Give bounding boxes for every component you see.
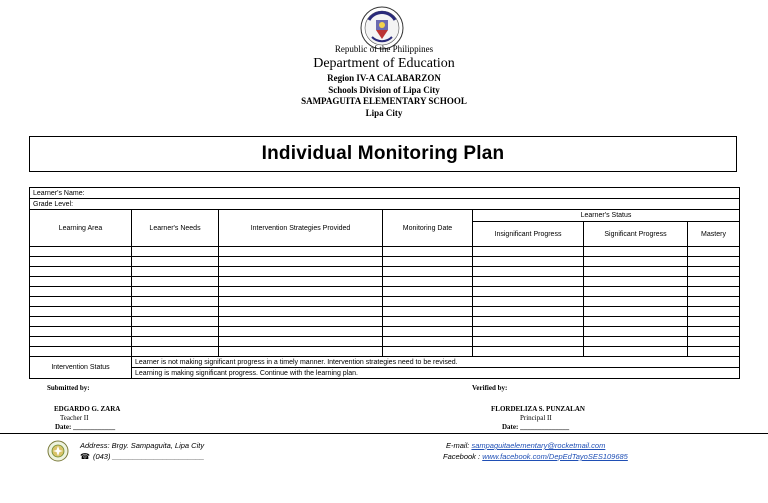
table-cell[interactable] — [688, 277, 740, 287]
teacher-title: Teacher II — [60, 414, 89, 422]
table-cell[interactable] — [219, 297, 383, 307]
footer-divider — [0, 433, 768, 434]
table-cell[interactable] — [383, 327, 473, 337]
table-cell[interactable] — [132, 347, 219, 357]
table-cell[interactable] — [473, 337, 584, 347]
table-cell[interactable] — [584, 247, 688, 257]
table-cell[interactable] — [473, 287, 584, 297]
table-cell[interactable] — [688, 267, 740, 277]
table-cell[interactable] — [30, 247, 132, 257]
table-cell[interactable] — [688, 307, 740, 317]
footer-phone-row — [80, 452, 204, 461]
table-cell[interactable] — [30, 337, 132, 347]
table-cell[interactable] — [584, 317, 688, 327]
table-cell[interactable] — [473, 247, 584, 257]
table-cell[interactable] — [219, 337, 383, 347]
table-cell[interactable] — [219, 307, 383, 317]
table-row — [30, 247, 740, 257]
table-cell[interactable] — [132, 327, 219, 337]
table-cell[interactable] — [383, 347, 473, 357]
table-cell[interactable] — [584, 277, 688, 287]
table-cell[interactable] — [383, 267, 473, 277]
table-cell[interactable] — [473, 327, 584, 337]
table-cell[interactable] — [132, 297, 219, 307]
table-cell[interactable] — [219, 267, 383, 277]
col-header-learners-needs: Learner's Needs — [132, 210, 219, 247]
table-cell[interactable] — [584, 347, 688, 357]
col-header-significant-progress: Significant Progress — [584, 222, 688, 247]
table-cell[interactable] — [584, 287, 688, 297]
table-row — [30, 297, 740, 307]
status-option-continue[interactable]: Learning is making significant progress. Continue with the learning plan. — [132, 368, 740, 379]
table-row — [30, 327, 740, 337]
table-cell[interactable] — [383, 247, 473, 257]
footer-facebook-row — [443, 452, 628, 461]
table-cell[interactable] — [688, 297, 740, 307]
table-cell[interactable] — [473, 347, 584, 357]
table-cell[interactable] — [688, 247, 740, 257]
table-cell[interactable] — [132, 247, 219, 257]
table-cell[interactable] — [584, 297, 688, 307]
phone-icon: ☎ — [80, 452, 90, 461]
table-cell[interactable] — [383, 287, 473, 297]
table-cell[interactable] — [30, 317, 132, 327]
republic-line: Republic of the Philippines — [334, 44, 434, 54]
table-cell[interactable] — [584, 337, 688, 347]
table-cell[interactable] — [584, 307, 688, 317]
table-cell[interactable] — [688, 327, 740, 337]
table-cell[interactable] — [383, 297, 473, 307]
col-header-insignificant-progress: Insignificant Progress — [473, 222, 584, 247]
col-header-learners-status: Learner's Status — [473, 210, 740, 222]
table-cell[interactable] — [30, 307, 132, 317]
division-line: Schools Division of Lipa City — [328, 85, 440, 95]
col-header-mastery: Mastery — [688, 222, 740, 247]
verified-by-label: Verified by: — [472, 384, 508, 392]
footer-phone: (043) ______________________ — [92, 452, 205, 461]
table-cell[interactable] — [219, 347, 383, 357]
region-line: Region IV-A CALABARZON — [327, 73, 441, 83]
table-cell[interactable] — [219, 317, 383, 327]
table-cell[interactable] — [688, 317, 740, 327]
school-line: SAMPAGUITA ELEMENTARY SCHOOL — [301, 96, 467, 106]
table-row — [30, 287, 740, 297]
teacher-date[interactable]: Date: ____________ — [55, 423, 116, 431]
teacher-name: EDGARDO G. ZARA — [54, 405, 121, 413]
table-cell[interactable] — [30, 347, 132, 357]
department-line: Department of Education — [313, 56, 455, 71]
table-cell[interactable] — [132, 317, 219, 327]
table-row — [30, 347, 740, 357]
table-cell[interactable] — [688, 257, 740, 267]
table-cell[interactable] — [132, 277, 219, 287]
footer-email-link[interactable]: sampaguitaelementary@rocketmail.com — [471, 441, 606, 450]
table-row — [30, 337, 740, 347]
footer-email-row — [446, 441, 605, 450]
footer-facebook-label: Facebook : — [443, 452, 481, 461]
table-cell[interactable] — [132, 267, 219, 277]
table-cell[interactable] — [473, 277, 584, 287]
table-cell[interactable] — [132, 307, 219, 317]
table-cell[interactable] — [473, 257, 584, 267]
table-cell[interactable] — [473, 297, 584, 307]
table-cell[interactable] — [688, 287, 740, 297]
school-logo-icon — [47, 440, 69, 462]
table-cell[interactable] — [473, 317, 584, 327]
table-cell[interactable] — [383, 337, 473, 347]
page-title: Individual Monitoring Plan — [261, 143, 505, 164]
grade-level-field[interactable]: Grade Level: — [30, 199, 740, 210]
col-header-intervention-strategies: Intervention Strategies Provided — [219, 210, 383, 247]
table-row — [30, 317, 740, 327]
city-line: Lipa City — [365, 108, 403, 118]
table-cell[interactable] — [219, 287, 383, 297]
col-header-learning-area: Learning Area — [30, 210, 132, 247]
table-cell[interactable] — [132, 257, 219, 267]
principal-name: FLORDELIZA S. PUNZALAN — [491, 405, 585, 413]
table-row — [30, 257, 740, 267]
table-cell[interactable] — [584, 267, 688, 277]
table-cell[interactable] — [584, 327, 688, 337]
col-header-monitoring-date: Monitoring Date — [383, 210, 473, 247]
title-box — [29, 136, 737, 172]
footer-facebook-link[interactable]: www.facebook.com/DepEdTayoSES109685 — [482, 452, 628, 461]
intervention-status-label: Intervention Status — [30, 357, 132, 379]
footer-address: Address: Brgy. Sampaguita, Lipa City — [80, 441, 205, 450]
footer-email-label: E-mail: — [446, 441, 470, 450]
table-cell[interactable] — [383, 277, 473, 287]
table-cell[interactable] — [30, 277, 132, 287]
table-cell[interactable] — [219, 257, 383, 267]
table-cell[interactable] — [30, 297, 132, 307]
table-cell[interactable] — [219, 327, 383, 337]
table-cell[interactable] — [473, 307, 584, 317]
table-cell[interactable] — [383, 257, 473, 267]
principal-title: Principal II — [520, 414, 552, 422]
table-cell[interactable] — [30, 257, 132, 267]
learner-name-field[interactable]: Learner's Name: — [30, 188, 740, 199]
table-cell[interactable] — [688, 337, 740, 347]
table-cell[interactable] — [219, 277, 383, 287]
principal-date[interactable]: Date: ______________ — [502, 423, 570, 431]
table-cell[interactable] — [584, 257, 688, 267]
table-row — [30, 267, 740, 277]
table-cell[interactable] — [132, 287, 219, 297]
table-cell[interactable] — [30, 287, 132, 297]
table-cell[interactable] — [219, 247, 383, 257]
status-option-revise[interactable]: Learner is not making significant progress in a timely manner. Intervention strategies need to be revised. — [132, 357, 740, 368]
table-row — [30, 277, 740, 287]
table-cell[interactable] — [383, 317, 473, 327]
table-cell[interactable] — [30, 327, 132, 337]
monitoring-table — [29, 187, 740, 379]
table-row — [30, 307, 740, 317]
table-cell[interactable] — [383, 307, 473, 317]
submitted-by-label: Submitted by: — [47, 384, 90, 392]
table-cell[interactable] — [473, 267, 584, 277]
table-cell[interactable] — [132, 337, 219, 347]
table-cell[interactable] — [30, 267, 132, 277]
table-cell[interactable] — [688, 347, 740, 357]
